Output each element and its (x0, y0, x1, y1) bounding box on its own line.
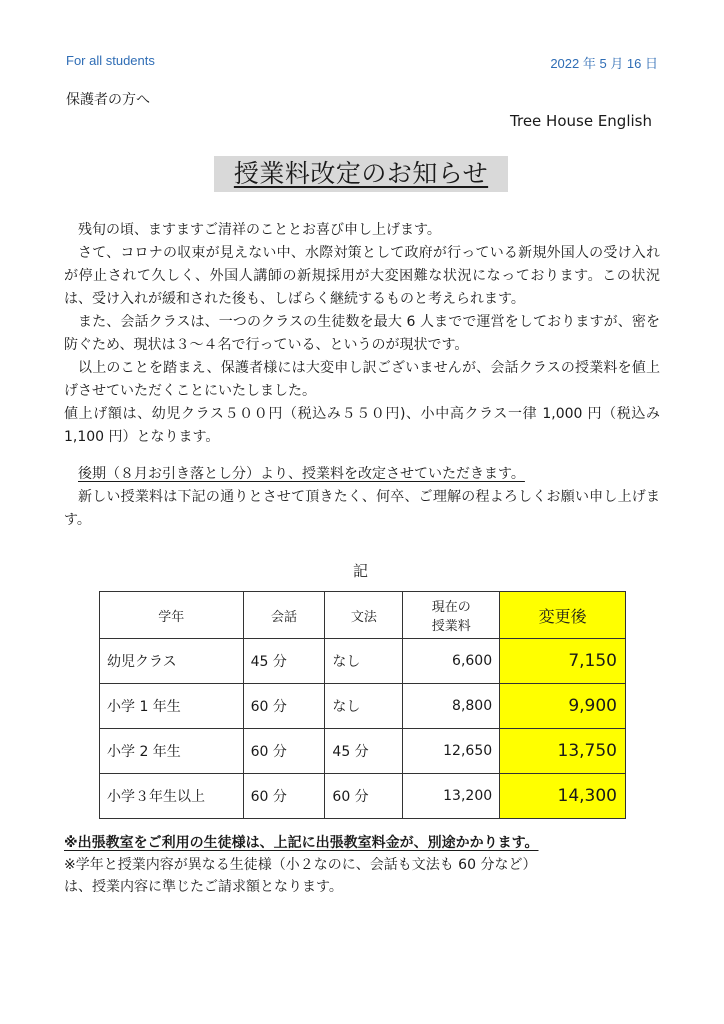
note-travel-fee: ※出張教室をご利用の生徒様は、上記に出張教室料金が、別途かかります。 (64, 835, 539, 851)
cell-grammar: 45 分 (325, 729, 403, 774)
cell-current-fee: 6,600 (403, 639, 500, 684)
notice-body (64, 219, 660, 532)
fee-table (99, 591, 626, 819)
note-mixed-grade: ※学年と授業内容が異なる生徒様（小２なのに、会話も文法も 60 分など） (64, 857, 537, 873)
notes-section (64, 832, 664, 898)
paragraph-effective-date: 後期（８月お引き落とし分）より、授業料を改定させていただきます。 (78, 466, 525, 482)
cell-new-fee: 14,300 (500, 774, 626, 819)
cell-grade: 小学３年生以上 (100, 774, 244, 819)
header-conversation: 会話 (243, 592, 325, 639)
table-row (100, 639, 626, 684)
header-current-line1: 現在の (431, 600, 471, 615)
cell-current-fee: 13,200 (403, 774, 500, 819)
cell-grade: 幼児クラス (100, 639, 244, 684)
fee-table-header (100, 592, 626, 639)
cell-grammar: 60 分 (325, 774, 403, 819)
paragraph-situation: さて、コロナの収束が見えない中、水際対策として政府が行っている新規外国人の受け入れが停止されて久しく、外国人講師の新規採用が大変困難な状況になっております。この状況は、受け入れが緩和された後も、しばらく継続するものと考えられます。 (64, 245, 660, 307)
table-row (100, 729, 626, 774)
header-grammar: 文法 (325, 592, 403, 639)
cell-grade: 小学 1 年生 (100, 684, 244, 729)
cell-new-fee: 13,750 (500, 729, 626, 774)
paragraph-decision: 以上のことを踏まえ、保護者様には大変申し訳ございませんが、会話クラスの授業料を値上げさせていただくことにいたしました。 (64, 360, 660, 399)
cell-current-fee: 8,800 (403, 684, 500, 729)
ki-heading: 記 (353, 562, 369, 580)
paragraph-greeting: 残旬の頃、ますますご清祥のこととお喜び申し上げます。 (78, 222, 441, 238)
header-current-fee (403, 592, 500, 639)
audience-label: For all students (66, 53, 155, 68)
cell-conversation: 60 分 (243, 729, 325, 774)
notice-date: 2022 年 5 月 16 日 (550, 56, 658, 71)
note-mixed-grade-cont: は、授業内容に準じたご請求額となります。 (64, 879, 343, 895)
page-title: 授業料改定のお知らせ (214, 156, 508, 192)
cell-new-fee: 9,900 (500, 684, 626, 729)
cell-grade: 小学 2 年生 (100, 729, 244, 774)
addressee: 保護者の方へ (66, 92, 150, 108)
table-row (100, 684, 626, 729)
header-grade: 学年 (100, 592, 244, 639)
paragraph-class-size: また、会話クラスは、一つのクラスの生徒数を最大 6 人までで運営をしておりますが、密を防ぐため、現状は３～４名で行っている、というのが現状です。 (64, 314, 660, 353)
paragraph-increase-amount: 値上げ額は、幼児クラス５００円（税込み５５０円)、小中高クラス一律 1,000 円（税込み 1,100 円）となります。 (64, 406, 660, 445)
cell-current-fee: 12,650 (403, 729, 500, 774)
cell-new-fee: 7,150 (500, 639, 626, 684)
cell-grammar: なし (325, 684, 403, 729)
paragraph-request: 新しい授業料は下記の通りとさせて頂きたく、何卒、ご理解の程よろしくお願い申し上げます。 (64, 489, 660, 528)
cell-conversation: 60 分 (243, 684, 325, 729)
cell-grammar: なし (325, 639, 403, 684)
header-current-line2: 授業料 (431, 619, 471, 634)
sender-name: Tree House English (510, 112, 652, 130)
cell-conversation: 60 分 (243, 774, 325, 819)
cell-conversation: 45 分 (243, 639, 325, 684)
header-new-fee: 変更後 (500, 592, 626, 639)
table-row (100, 774, 626, 819)
